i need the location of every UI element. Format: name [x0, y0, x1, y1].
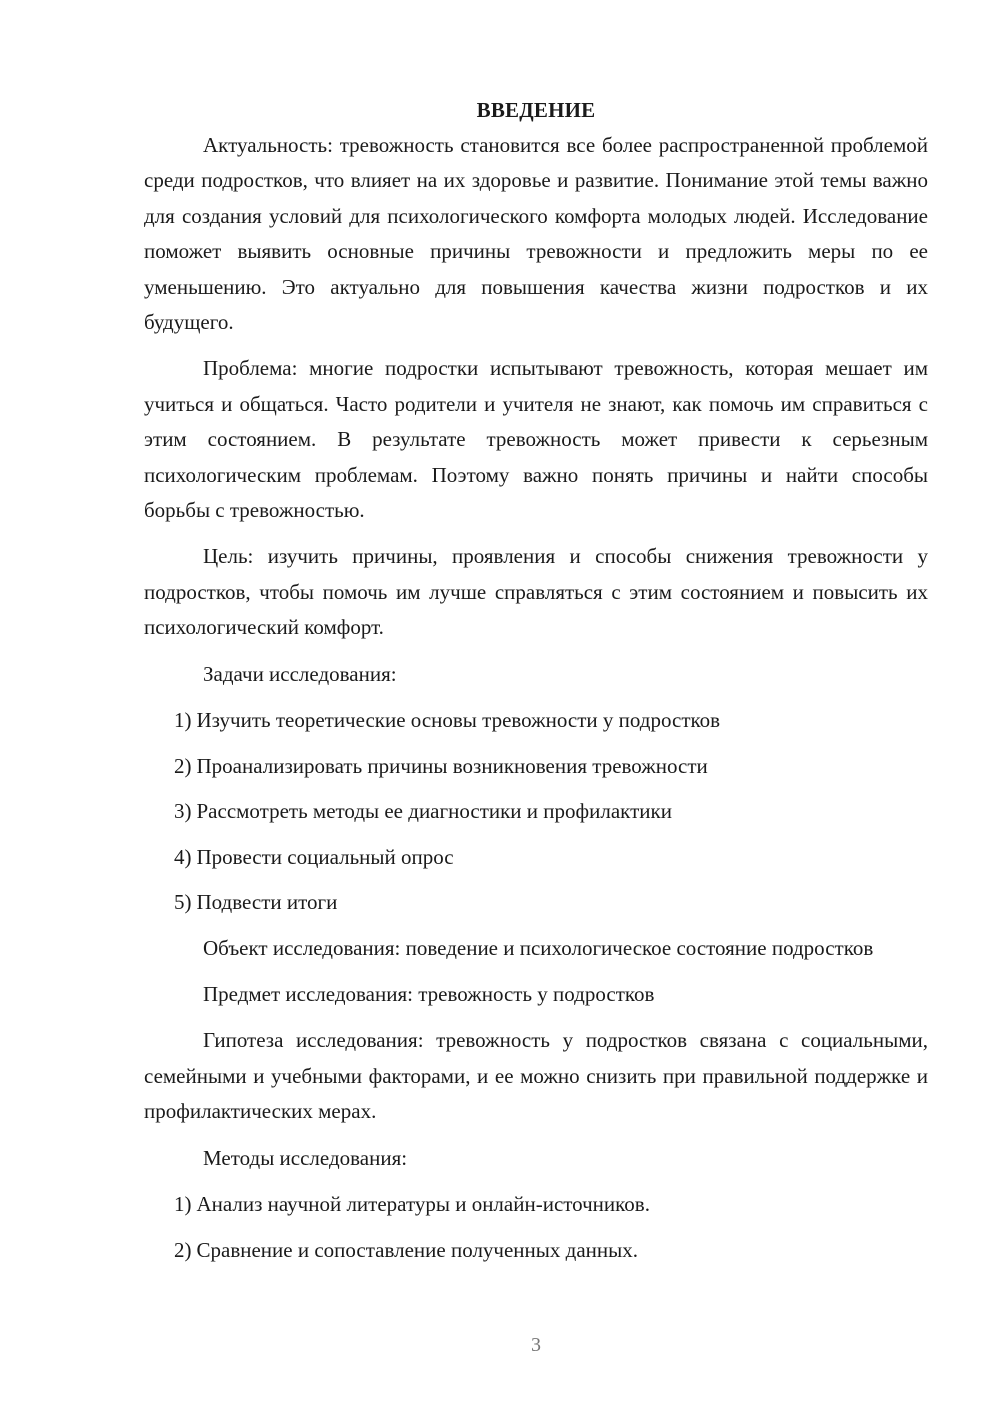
list-item — [144, 885, 928, 920]
document-body — [144, 93, 928, 1278]
list-item-text: Провести социальный опрос — [196, 844, 454, 869]
list-item — [144, 1233, 928, 1268]
methods-list — [144, 1187, 928, 1268]
section-title: ВВЕДЕНИЕ — [476, 98, 596, 122]
list-item — [144, 703, 928, 738]
paragraph-relevance: Актуальность: тревожность становится все более распространенной проблемой среди подростков, что влияет на их здоровье и развитие. Понимание этой темы важно для создания условий для психологического комфорта молодых людей. Исследование поможет выявить основные причины тревожности и предложить меры по ее уменьшению. Это актуально для повышения качества жизни подростков и их будущего. — [144, 133, 928, 335]
list-item-number: 1) — [174, 708, 192, 733]
paragraph-object: Объект исследования: поведение и психологическое состояние подростков — [203, 935, 874, 960]
list-item-number: 5) — [174, 890, 192, 915]
list-item-text: Подвести итоги — [196, 890, 338, 915]
paragraph-subject: Предмет исследования: тревожность у подростков — [203, 982, 655, 1006]
list-item — [144, 1187, 928, 1222]
list-item-text: Сравнение и сопоставление полученных данных. — [196, 1237, 638, 1262]
list-item-number: 3) — [174, 799, 192, 824]
list-item — [144, 794, 928, 829]
list-item — [144, 749, 928, 784]
tasks-heading: Задачи исследования: — [203, 661, 397, 686]
list-item-text: Анализ научной литературы и онлайн-источников. — [196, 1192, 650, 1217]
list-item-text: Изучить теоретические основы тревожности у подростков — [196, 708, 721, 733]
list-item-text: Рассмотреть методы ее диагностики и профилактики — [196, 799, 672, 824]
methods-heading: Методы исследования: — [203, 1145, 408, 1170]
paragraph-goal: Цель: изучить причины, проявления и способы снижения тревожности у подростков, чтобы помочь им лучше справляться с этим состоянием и повысить их психологический комфорт. — [144, 544, 928, 640]
list-item-number: 4) — [174, 844, 192, 869]
page-number: 3 — [531, 1334, 541, 1356]
list-item — [144, 840, 928, 875]
list-item-number: 2) — [174, 1237, 192, 1262]
list-item-number: 1) — [174, 1192, 192, 1217]
list-item-text: Проанализировать причины возникновения тревожности — [196, 753, 708, 778]
paragraph-hypothesis: Гипотеза исследования: тревожность у подростков связана с социальными, семейными и учебными факторами, и ее можно снизить при правильной поддержке и профилактических мерах. — [144, 1028, 928, 1124]
list-item-number: 2) — [174, 753, 192, 778]
paragraph-problem: Проблема: многие подростки испытывают тревожность, которая мешает им учиться и общаться. Часто родители и учителя не знают, как помочь им справиться с этим состоянием. В результате тревожность может привести к серьезным психологическим проблемам. Поэтому важно понять причины и найти способы борьбы с тревожностью. — [144, 356, 928, 523]
tasks-list — [144, 703, 928, 920]
